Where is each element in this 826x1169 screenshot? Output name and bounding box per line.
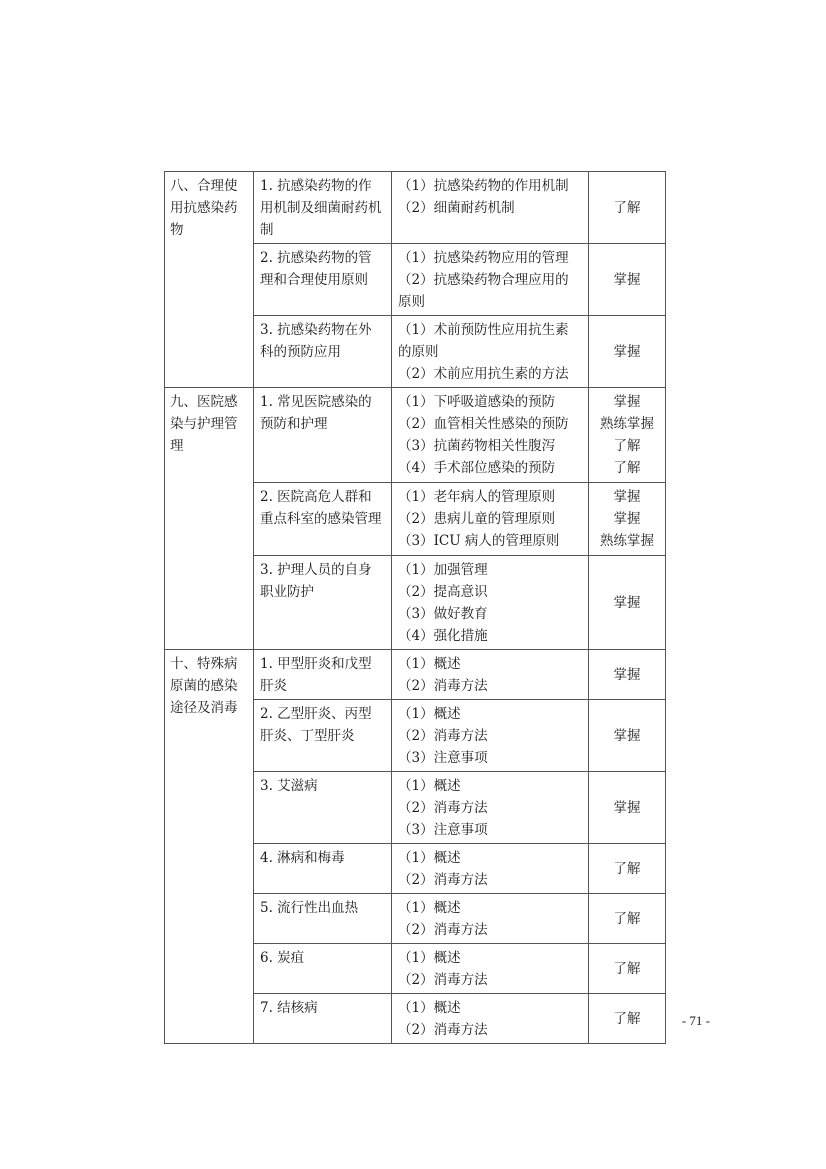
point-item: （1）加强管理: [398, 562, 488, 578]
unit-title: 八、合理使用抗感染药物: [165, 172, 254, 388]
topic-points: [392, 650, 589, 700]
point-item: （1）术前预防性应用抗生素的原则: [398, 322, 569, 360]
topic-title: 3. 艾滋病: [254, 772, 392, 844]
topic-points: [392, 994, 589, 1044]
point-item: （4）手术部位感染的预防: [398, 460, 556, 476]
point-item: （1）抗感染药物应用的管理: [398, 250, 569, 266]
topic-points: [392, 244, 589, 316]
point-item: （2）消毒方法: [398, 678, 488, 694]
topic-points: [392, 172, 589, 244]
point-item: （1）概述: [398, 950, 461, 966]
topic-title: 7. 结核病: [254, 994, 392, 1044]
topic-points: [392, 556, 589, 650]
point-item: （2）术前应用抗生素的方法: [398, 366, 569, 382]
point-item: （2）血管相关性感染的预防: [398, 416, 569, 432]
mastery-level: 了解: [589, 844, 666, 894]
mastery-level: 掌握: [589, 244, 666, 316]
point-item: （4）强化措施: [398, 628, 488, 644]
topic-points: [392, 316, 589, 388]
point-item: （2）患病儿童的管理原则: [398, 511, 556, 527]
point-item: （1）抗感染药物的作用机制: [398, 178, 569, 194]
point-item: （2）消毒方法: [398, 872, 488, 888]
mastery-level: 了解: [589, 172, 666, 244]
topic-points: [392, 844, 589, 894]
mastery-level: 掌握: [589, 650, 666, 700]
topic-title: 2. 医院高危人群和重点科室的感染管理: [254, 483, 392, 556]
mastery-level: 掌握 掌握 熟练掌握: [589, 483, 666, 556]
point-item: （2）消毒方法: [398, 800, 488, 816]
point-item: （1）概述: [398, 656, 461, 672]
point-item: （3）做好教育: [398, 606, 488, 622]
topic-points: [392, 483, 589, 556]
topic-title: 6. 炭疽: [254, 944, 392, 994]
mastery-level: 掌握: [589, 772, 666, 844]
topic-points: [392, 700, 589, 772]
topic-points: [392, 944, 589, 994]
mastery-level: 掌握 熟练掌握 了解 了解: [589, 388, 666, 483]
topic-title: 3. 护理人员的自身职业防护: [254, 556, 392, 650]
mastery-level: 掌握: [589, 316, 666, 388]
point-item: （1）概述: [398, 900, 461, 916]
point-item: （2）抗感染药物合理应用的原则: [398, 272, 569, 310]
unit-title: 九、医院感染与护理管理: [165, 388, 254, 650]
point-item: （3）注意事项: [398, 750, 488, 766]
point-item: （1）老年病人的管理原则: [398, 489, 556, 505]
point-item: （2）消毒方法: [398, 922, 488, 938]
page-number: - 71 -: [681, 1013, 710, 1028]
point-item: （3）注意事项: [398, 822, 488, 838]
point-item: （1）概述: [398, 1000, 461, 1016]
topic-title: 2. 乙型肝炎、丙型肝炎、丁型肝炎: [254, 700, 392, 772]
mastery-level: 了解: [589, 994, 666, 1044]
topic-title: 3. 抗感染药物在外科的预防应用: [254, 316, 392, 388]
topic-title: 4. 淋病和梅毒: [254, 844, 392, 894]
topic-points: [392, 388, 589, 483]
table-row: [165, 172, 666, 244]
topic-title: 2. 抗感染药物的管理和合理使用原则: [254, 244, 392, 316]
mastery-level: 了解: [589, 894, 666, 944]
point-item: （2）消毒方法: [398, 728, 488, 744]
topic-title: 1. 抗感染药物的作用机制及细菌耐药机制: [254, 172, 392, 244]
syllabus-table: [164, 171, 666, 1044]
point-item: （2）细菌耐药机制: [398, 200, 515, 216]
point-item: （3）抗菌药物相关性腹泻: [398, 438, 556, 454]
mastery-level: 掌握: [589, 556, 666, 650]
mastery-level: 掌握: [589, 700, 666, 772]
point-item: （3）ICU 病人的管理原则: [398, 533, 560, 549]
table-row: [165, 388, 666, 483]
point-item: （1）概述: [398, 778, 461, 794]
topic-title: 5. 流行性出血热: [254, 894, 392, 944]
point-item: （2）消毒方法: [398, 1022, 488, 1038]
topic-title: 1. 常见医院感染的预防和护理: [254, 388, 392, 483]
topic-points: [392, 894, 589, 944]
topic-points: [392, 772, 589, 844]
point-item: （2）消毒方法: [398, 972, 488, 988]
topic-title: 1. 甲型肝炎和戊型肝炎: [254, 650, 392, 700]
point-item: （1）概述: [398, 706, 461, 722]
table-row: [165, 650, 666, 700]
point-item: （1）下呼吸道感染的预防: [398, 394, 556, 410]
mastery-level: 了解: [589, 944, 666, 994]
unit-title: 十、特殊病原菌的感染途径及消毒: [165, 650, 254, 1044]
point-item: （2）提高意识: [398, 584, 488, 600]
point-item: （1）概述: [398, 850, 461, 866]
